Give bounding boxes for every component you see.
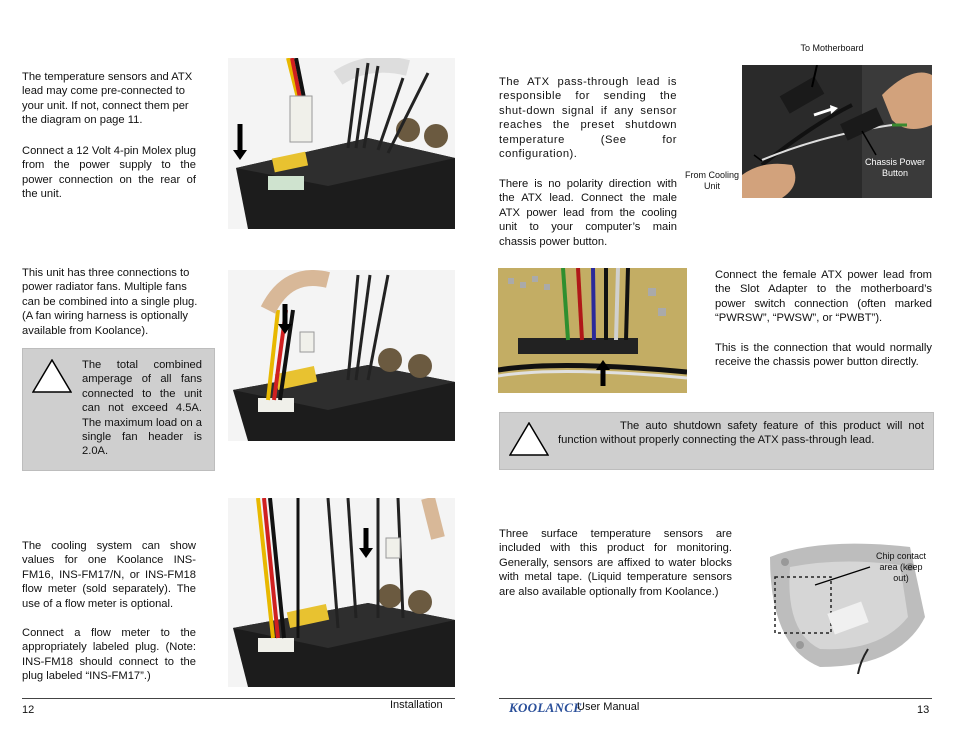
chassis-connection-paragraph: This is the connection that would normally receive the chassis power button directly. — [715, 342, 932, 369]
left-section-label: Installation — [390, 699, 443, 711]
slot-adapter-paragraph: Connect the female ATX power lead from the Slot Adapter to the motherboard’s power switch connection (often marked “PWRSW”, “PWSW”, or “PWBT”). — [715, 269, 932, 325]
caution-triangle-icon — [509, 422, 549, 456]
fans-paragraph: This unit has three connections to power radiator fans. Multiple fans can be combined into a single plug. (A fan wiring harness is optionally available from Koolance). — [22, 267, 198, 337]
atx-lead-photo — [742, 65, 932, 198]
chassis-power-label: Chassis Power Button — [864, 157, 926, 178]
atx-caution-text: The auto shutdown safety feature of this product will not function without properly connecting the ATX pass-through lead. — [558, 420, 924, 447]
polarity-paragraph: There is no polarity direction with the ATX lead. Connect the male ATX power lead from the cooling unit to your computer’s main chassis power button. — [499, 178, 677, 248]
left-page-number: 12 — [22, 704, 35, 716]
fan-connection-photo — [228, 270, 455, 441]
molex-connection-photo — [228, 58, 455, 229]
from-cooling-label: From Cooling Unit — [684, 170, 740, 191]
flow-meter-photo — [228, 498, 455, 687]
sensors-paragraph: The temperature sensors and ATX lead may come pre-connected to your unit. If not, connect them per the diagram on page 11. — [22, 71, 193, 127]
flow-meter-paragraph: The cooling system can show values for one Koolance INS-FM16, INS-FM17/N, or INS-FM18 flow meter (sold separately). The use of a flow meter is optional. — [22, 540, 196, 610]
to-motherboard-label: To Motherboard — [800, 43, 864, 53]
koolance-logo: KOOLANCE — [509, 700, 583, 715]
caution-triangle-icon — [32, 359, 72, 393]
right-footer-rule — [499, 698, 932, 699]
atx-paragraph: The ATX pass-through lead is responsible for sending the shut-down signal if any sensor reaches the preset shutdown temperature (See for configuration). — [499, 76, 677, 161]
atx-caution-box — [499, 412, 934, 470]
fan-caution-text: The total combined amperage of all fans connected to the unit can not exceed 4.5A. The maximum load on a single fan header is 2.0A. — [82, 359, 203, 458]
motherboard-photo — [498, 268, 687, 393]
fan-caution-box — [22, 348, 215, 471]
right-page-number: 13 — [917, 704, 930, 716]
flow-connect-paragraph: Connect a flow meter to the appropriately labeled plug. (Note: INS-FM18 should connect to the plug labeled “INS-FM17”.) — [22, 627, 196, 683]
user-manual-label: User Manual — [577, 701, 640, 713]
molex-paragraph: Connect a 12 Volt 4-pin Molex plug from the power supply to the power connection on the rear of the unit. — [22, 145, 196, 201]
water-block-photo — [760, 537, 933, 674]
chip-contact-label: Chip contact area (keep out) — [875, 551, 927, 583]
temp-sensor-paragraph: Three surface temperature sensors are included with this product for monitoring. Generally, sensors are affixed to water blocks with metal tape. (Liquid temperature sensors are also available optionally from Koolance.) — [499, 528, 732, 598]
